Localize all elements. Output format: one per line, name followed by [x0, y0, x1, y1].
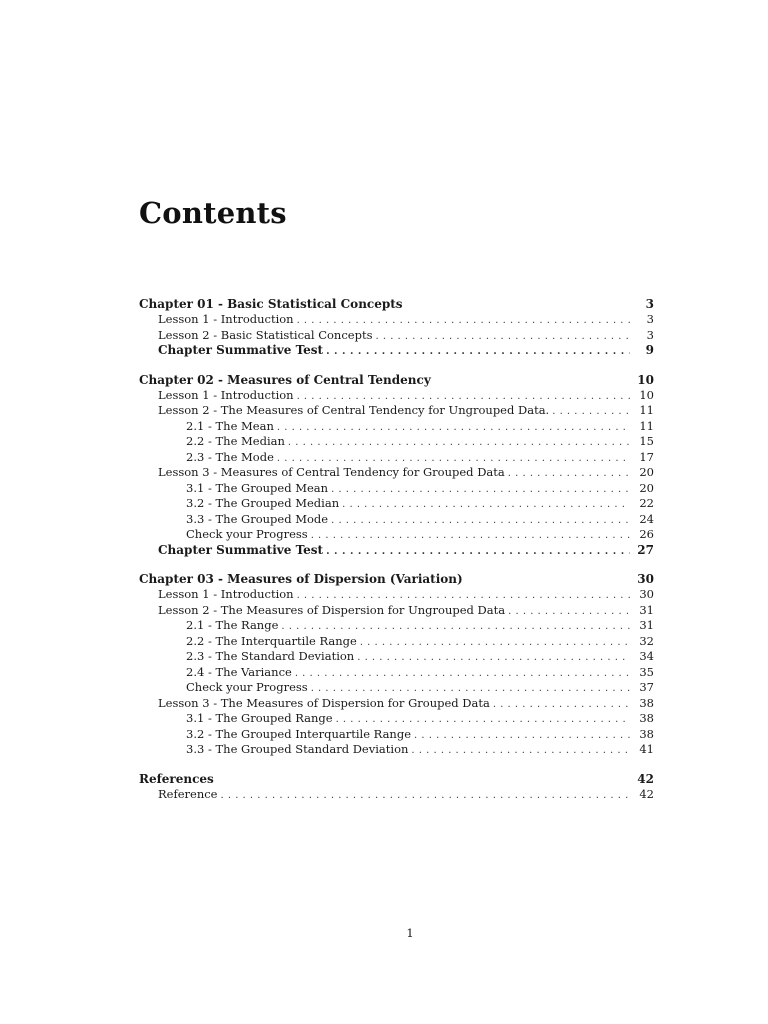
toc-chapter: [139, 571, 654, 758]
toc-entry-page: 31: [639, 618, 654, 632]
toc-dot-leader: [288, 435, 630, 451]
toc-dot-leader: [297, 389, 630, 405]
toc-entry[interactable]: [139, 388, 654, 404]
toc-entry-title: 3.3 - The Grouped Standard Deviation: [186, 742, 409, 756]
page-number: 1: [406, 926, 414, 940]
toc-entry[interactable]: [139, 787, 654, 803]
toc-chapter-page: 42: [637, 771, 654, 786]
toc-chapter: [139, 771, 654, 803]
toc-entry-page: 27: [637, 542, 654, 557]
toc-dot-leader: [281, 619, 630, 635]
toc-entry-title: 3.3 - The Grouped Mode: [186, 511, 329, 526]
contents-heading: Contents: [139, 196, 287, 230]
toc-entry[interactable]: [139, 696, 654, 712]
toc-entry[interactable]: [139, 527, 654, 543]
toc-entry[interactable]: [139, 587, 654, 603]
toc-entry[interactable]: [139, 481, 654, 497]
toc-entry[interactable]: [139, 680, 654, 696]
toc-entry-title: 2.1 - The Range: [186, 618, 279, 632]
toc-entry-title: Lesson 1 - Introduction: [158, 312, 294, 326]
toc-entry-page: 41: [639, 742, 654, 756]
toc-dot-leader: [297, 313, 630, 329]
toc-dot-leader: [220, 788, 630, 804]
toc-entry-title: Lesson 1 - Introduction: [158, 587, 294, 601]
toc-entry[interactable]: [139, 543, 654, 559]
toc-entry-page: 34: [639, 649, 654, 663]
toc-chapter-page: 30: [637, 572, 654, 586]
toc-entry-title: 2.3 - The Mode: [186, 449, 274, 464]
toc-chapter-entry[interactable]: [139, 571, 654, 587]
toc-chapter-title: Chapter 01 - Basic Statistical Concepts: [139, 297, 403, 311]
toc-dot-leader: [326, 544, 630, 560]
toc-dot-leader: [493, 697, 630, 713]
toc-entry[interactable]: [139, 328, 654, 344]
toc-entry-page: 31: [639, 602, 654, 617]
toc-chapter-title: Chapter 02 - Measures of Central Tendency: [139, 372, 431, 387]
toc-entry[interactable]: [139, 312, 654, 328]
toc-entry-title: 3.1 - The Grouped Range: [186, 711, 333, 725]
toc-entry-page: 30: [639, 587, 654, 601]
toc-dot-leader: [414, 728, 630, 744]
toc-entry[interactable]: [139, 665, 654, 681]
toc-entry-page: 11: [639, 403, 654, 417]
toc-entry-page: 32: [639, 633, 654, 648]
toc-chapter-page: 3: [645, 297, 654, 311]
toc-entry-page: 10: [639, 387, 654, 402]
toc-entry[interactable]: [139, 419, 654, 435]
toc-entry-page: 37: [639, 680, 654, 694]
toc-entry-page: 17: [639, 449, 654, 464]
toc-entry-title: Lesson 2 - The Measures of Dispersion for Ungrouped Data: [158, 602, 506, 617]
toc-entry-title: 3.1 - The Grouped Mean: [186, 480, 329, 495]
toc-entry-title: 2.2 - The Median: [186, 434, 285, 448]
toc-entry-title: 3.2 - The Grouped Median: [186, 496, 340, 510]
toc-entry-page: 38: [639, 695, 654, 710]
toc-entry[interactable]: [139, 634, 654, 650]
toc-entry-page: 3: [646, 312, 654, 326]
toc-entry[interactable]: [139, 603, 654, 619]
toc-entry-title: 2.2 - The Interquartile Range: [186, 633, 357, 648]
toc-entry-page: 20: [639, 480, 654, 495]
toc-chapter: [139, 296, 654, 359]
toc-entry-page: 38: [639, 726, 654, 741]
toc-entry-page: 11: [639, 418, 654, 433]
toc-chapter-title: Chapter 03 - Measures of Dispersion (Variation): [139, 572, 463, 586]
toc-dot-leader: [411, 743, 630, 759]
toc-entry-title: Lesson 3 - Measures of Central Tendency for Grouped Data: [158, 465, 505, 479]
toc-entry-title: Lesson 1 - Introduction: [158, 387, 294, 402]
toc-entry-title: Check your Progress: [186, 527, 308, 541]
toc-chapter-page: 10: [637, 372, 654, 387]
toc-entry-title: Chapter Summative Test: [158, 343, 324, 357]
toc-entry-title: Lesson 2 - Basic Statistical Concepts: [158, 327, 373, 342]
toc-dot-leader: [342, 497, 630, 513]
toc-chapter-entry[interactable]: [139, 372, 654, 388]
table-of-contents: [139, 296, 654, 815]
toc-entry-page: 22: [639, 496, 654, 510]
toc-dot-leader: [360, 635, 630, 651]
toc-dot-leader: [357, 650, 630, 666]
toc-entry[interactable]: [139, 450, 654, 466]
toc-dot-leader: [295, 666, 630, 682]
toc-entry-title: 2.3 - The Standard Deviation: [186, 649, 355, 663]
toc-dot-leader: [277, 451, 630, 467]
toc-dot-leader: [508, 604, 630, 620]
toc-entry[interactable]: [139, 434, 654, 450]
toc-entry[interactable]: [139, 711, 654, 727]
toc-entry-title: Check your Progress: [186, 680, 308, 694]
toc-entry-page: 9: [645, 343, 654, 357]
toc-dot-leader: [552, 404, 630, 420]
toc-entry-title: Reference: [158, 786, 218, 801]
toc-dot-leader: [311, 681, 630, 697]
toc-dot-leader: [326, 344, 630, 360]
toc-chapter: [139, 372, 654, 559]
toc-entry-page: 38: [639, 711, 654, 725]
toc-dot-leader: [277, 420, 630, 436]
toc-entry[interactable]: [139, 465, 654, 481]
toc-entry-page: 20: [639, 465, 654, 479]
toc-entry[interactable]: [139, 343, 654, 359]
toc-entry[interactable]: [139, 618, 654, 634]
toc-entry-page: 15: [639, 434, 654, 448]
toc-entry-title: Lesson 2 - The Measures of Central Tendency for Ungrouped Data.: [158, 403, 550, 417]
toc-dot-leader: [331, 513, 630, 529]
toc-chapter-entry[interactable]: [139, 771, 654, 787]
toc-entry[interactable]: [139, 512, 654, 528]
toc-dot-leader: [336, 712, 630, 728]
toc-entry-page: 3: [646, 327, 654, 342]
toc-dot-leader: [375, 329, 630, 345]
toc-entry-title: 3.2 - The Grouped Interquartile Range: [186, 726, 412, 741]
toc-entry-page: 35: [639, 664, 654, 679]
toc-entry[interactable]: [139, 649, 654, 665]
toc-entry-page: 24: [639, 511, 654, 526]
toc-entry-title: 2.1 - The Mean: [186, 418, 274, 433]
toc-entry-page: 26: [639, 527, 654, 541]
toc-dot-leader: [331, 482, 630, 498]
toc-chapter-title: References: [139, 771, 214, 786]
toc-dot-leader: [311, 528, 630, 544]
toc-entry[interactable]: [139, 727, 654, 743]
toc-entry-title: Chapter Summative Test: [158, 542, 324, 557]
toc-entry-page: 42: [639, 786, 654, 801]
toc-entry[interactable]: [139, 496, 654, 512]
toc-entry-title: 2.4 - The Variance: [186, 664, 292, 679]
toc-entry[interactable]: [139, 742, 654, 758]
toc-dot-leader: [297, 588, 630, 604]
toc-entry-title: Lesson 3 - The Measures of Dispersion for Grouped Data: [158, 695, 490, 710]
toc-entry[interactable]: [139, 403, 654, 419]
toc-dot-leader: [508, 466, 630, 482]
toc-chapter-entry[interactable]: [139, 296, 654, 312]
